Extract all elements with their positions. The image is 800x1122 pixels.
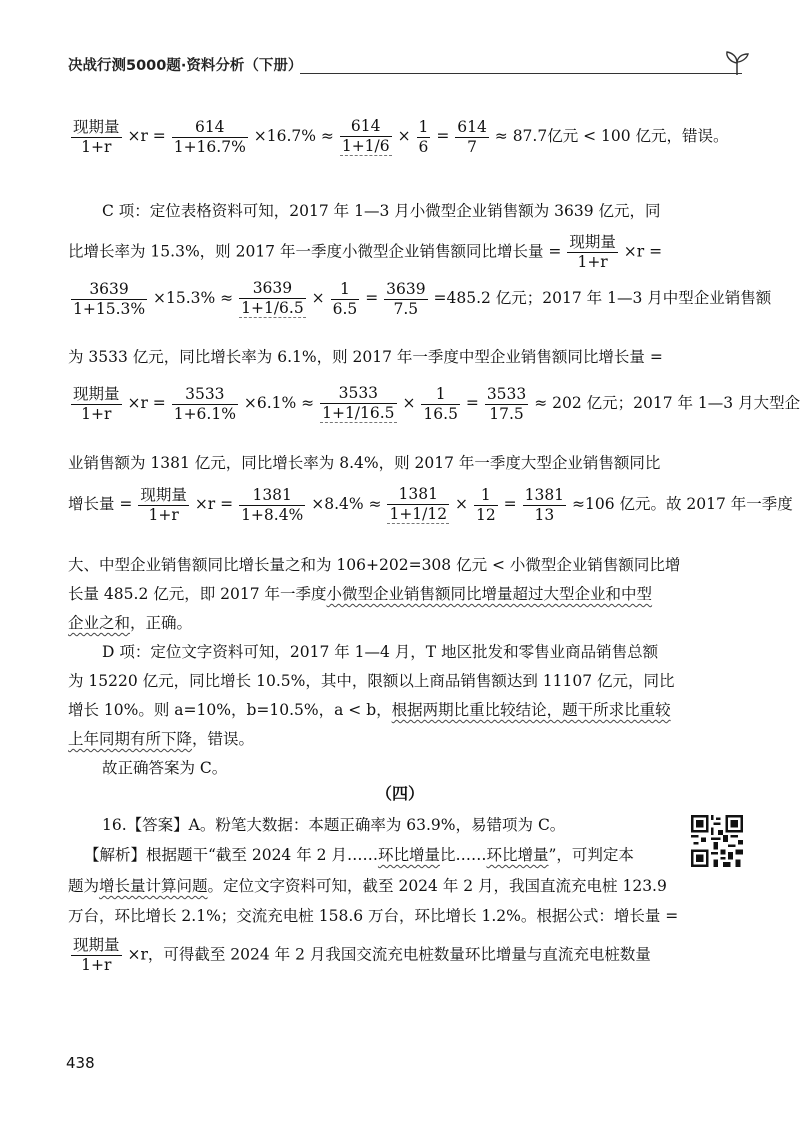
page-number: 438: [66, 1054, 95, 1072]
paragraph-line: 增长 10%。则 a=10%，b=10.5%，a < b，根据两期比重比较结论，题干所求比重较: [68, 701, 671, 719]
analysis-line: 【解析】根据题干“截至 2024 年 2 月……环比增量比……环比增量”，可判定本: [84, 846, 634, 864]
paragraph-line: D 项：定位文字资料可知，2017 年 1—4 月，T 地区批发和零售业商品销售总额: [102, 643, 659, 661]
formula-line-1: $\frac{\text{现期量}}{1+r}$ ×r = $\frac{614}{1+16.7\%}$ ×16.7% ≈ $\frac{614}{1+1/6}$ × $\frac{1}{6}$ = $\frac{614}{7}$ ≈ 87.7亿元 < 100 亿元，错误。: [73, 117, 729, 156]
formula-line-2: $\frac{3639}{1+15.3\%}$ ×15.3% ≈ $\frac{3639}{1+1/6.5}$ × $\frac{1}{6.5}$ = $\frac{3639}{7.5}$ =485.2 亿元；2017 年 1—3 月中型企业销售额: [73, 279, 772, 318]
analysis-line: $\frac{\text{现期量}}{1+r}$ ×r，可得截至 2024 年 2 月我国交流充电桩数量环比增量与直流充电桩数量: [73, 936, 651, 974]
paragraph-line: 企业之和，正确。: [68, 614, 193, 632]
paragraph-line: 故正确答案为 C。: [102, 759, 228, 777]
paragraph-line: 上年同期有所下降，错误。: [68, 730, 255, 748]
header-rule: [300, 73, 742, 74]
formula-line-4: 增长量 = $\frac{\text{现期量}}{1+r}$ ×r = $\frac{1381}{1+8.4\%}$ ×8.4% ≈ $\frac{1381}{1+1/12}$ × $\frac{1}{12}$ = $\frac{1381}{13}$ ≈106 亿元。故 2017 年一季度: [68, 485, 793, 524]
paragraph-line: C 项：定位表格资料可知，2017 年 1—3 月小微型企业销售额为 3639 亿元，同: [102, 202, 661, 220]
sprout-icon: [722, 50, 752, 76]
paragraph-line: 大、中型企业销售额同比增长量之和为 106+202=308 亿元 < 小微型企业销售额同比增: [68, 556, 681, 574]
analysis-line: 题为增长量计算问题。定位文字资料可知，截至 2024 年 2 月，我国直流充电桩 123.9: [68, 877, 667, 895]
paragraph-line: 长量 485.2 亿元，即 2017 年一季度小微型企业销售额同比增量超过大型企业和中型: [68, 585, 653, 603]
running-header-title: 决战行测5000题·资料分析（下册）: [68, 58, 303, 74]
paragraph-line: 为 15220 亿元，同比增长 10.5%，其中，限额以上商品销售额达到 11107 亿元，同比: [68, 672, 675, 690]
analysis-line: 万台，环比增长 2.1%；交流充电桩 158.6 万台，环比增长 1.2%。根据公式：增长量 =: [68, 907, 679, 925]
paragraph-line: 为 3533 亿元，同比增长率为 6.1%，则 2017 年一季度中型企业销售额同比增长量 =: [68, 348, 663, 366]
paragraph-line: 比增长率为 15.3%，则 2017 年一季度小微型企业销售额同比增长量 = $\frac{\text{现期量}}{1+r}$ ×r =: [68, 233, 663, 271]
section-heading: （四）: [375, 784, 424, 803]
qr-code-icon[interactable]: [691, 815, 743, 867]
answer-line: 16.【答案】A。粉笔大数据：本题正确率为 63.9%，易错项为 C。: [102, 816, 566, 834]
formula-line-3: $\frac{\text{现期量}}{1+r}$ ×r = $\frac{3533}{1+6.1\%}$ ×6.1% ≈ $\frac{3533}{1+1/16.5}$ × $\frac{1}{16.5}$ = $\frac{3533}{17.5}$ ≈ 202 亿元；2017 年 1—3 月大型企: [73, 384, 800, 423]
paragraph-line: 业销售额为 1381 亿元，同比增长率为 8.4%，则 2017 年一季度大型企业销售额同比: [68, 454, 661, 472]
